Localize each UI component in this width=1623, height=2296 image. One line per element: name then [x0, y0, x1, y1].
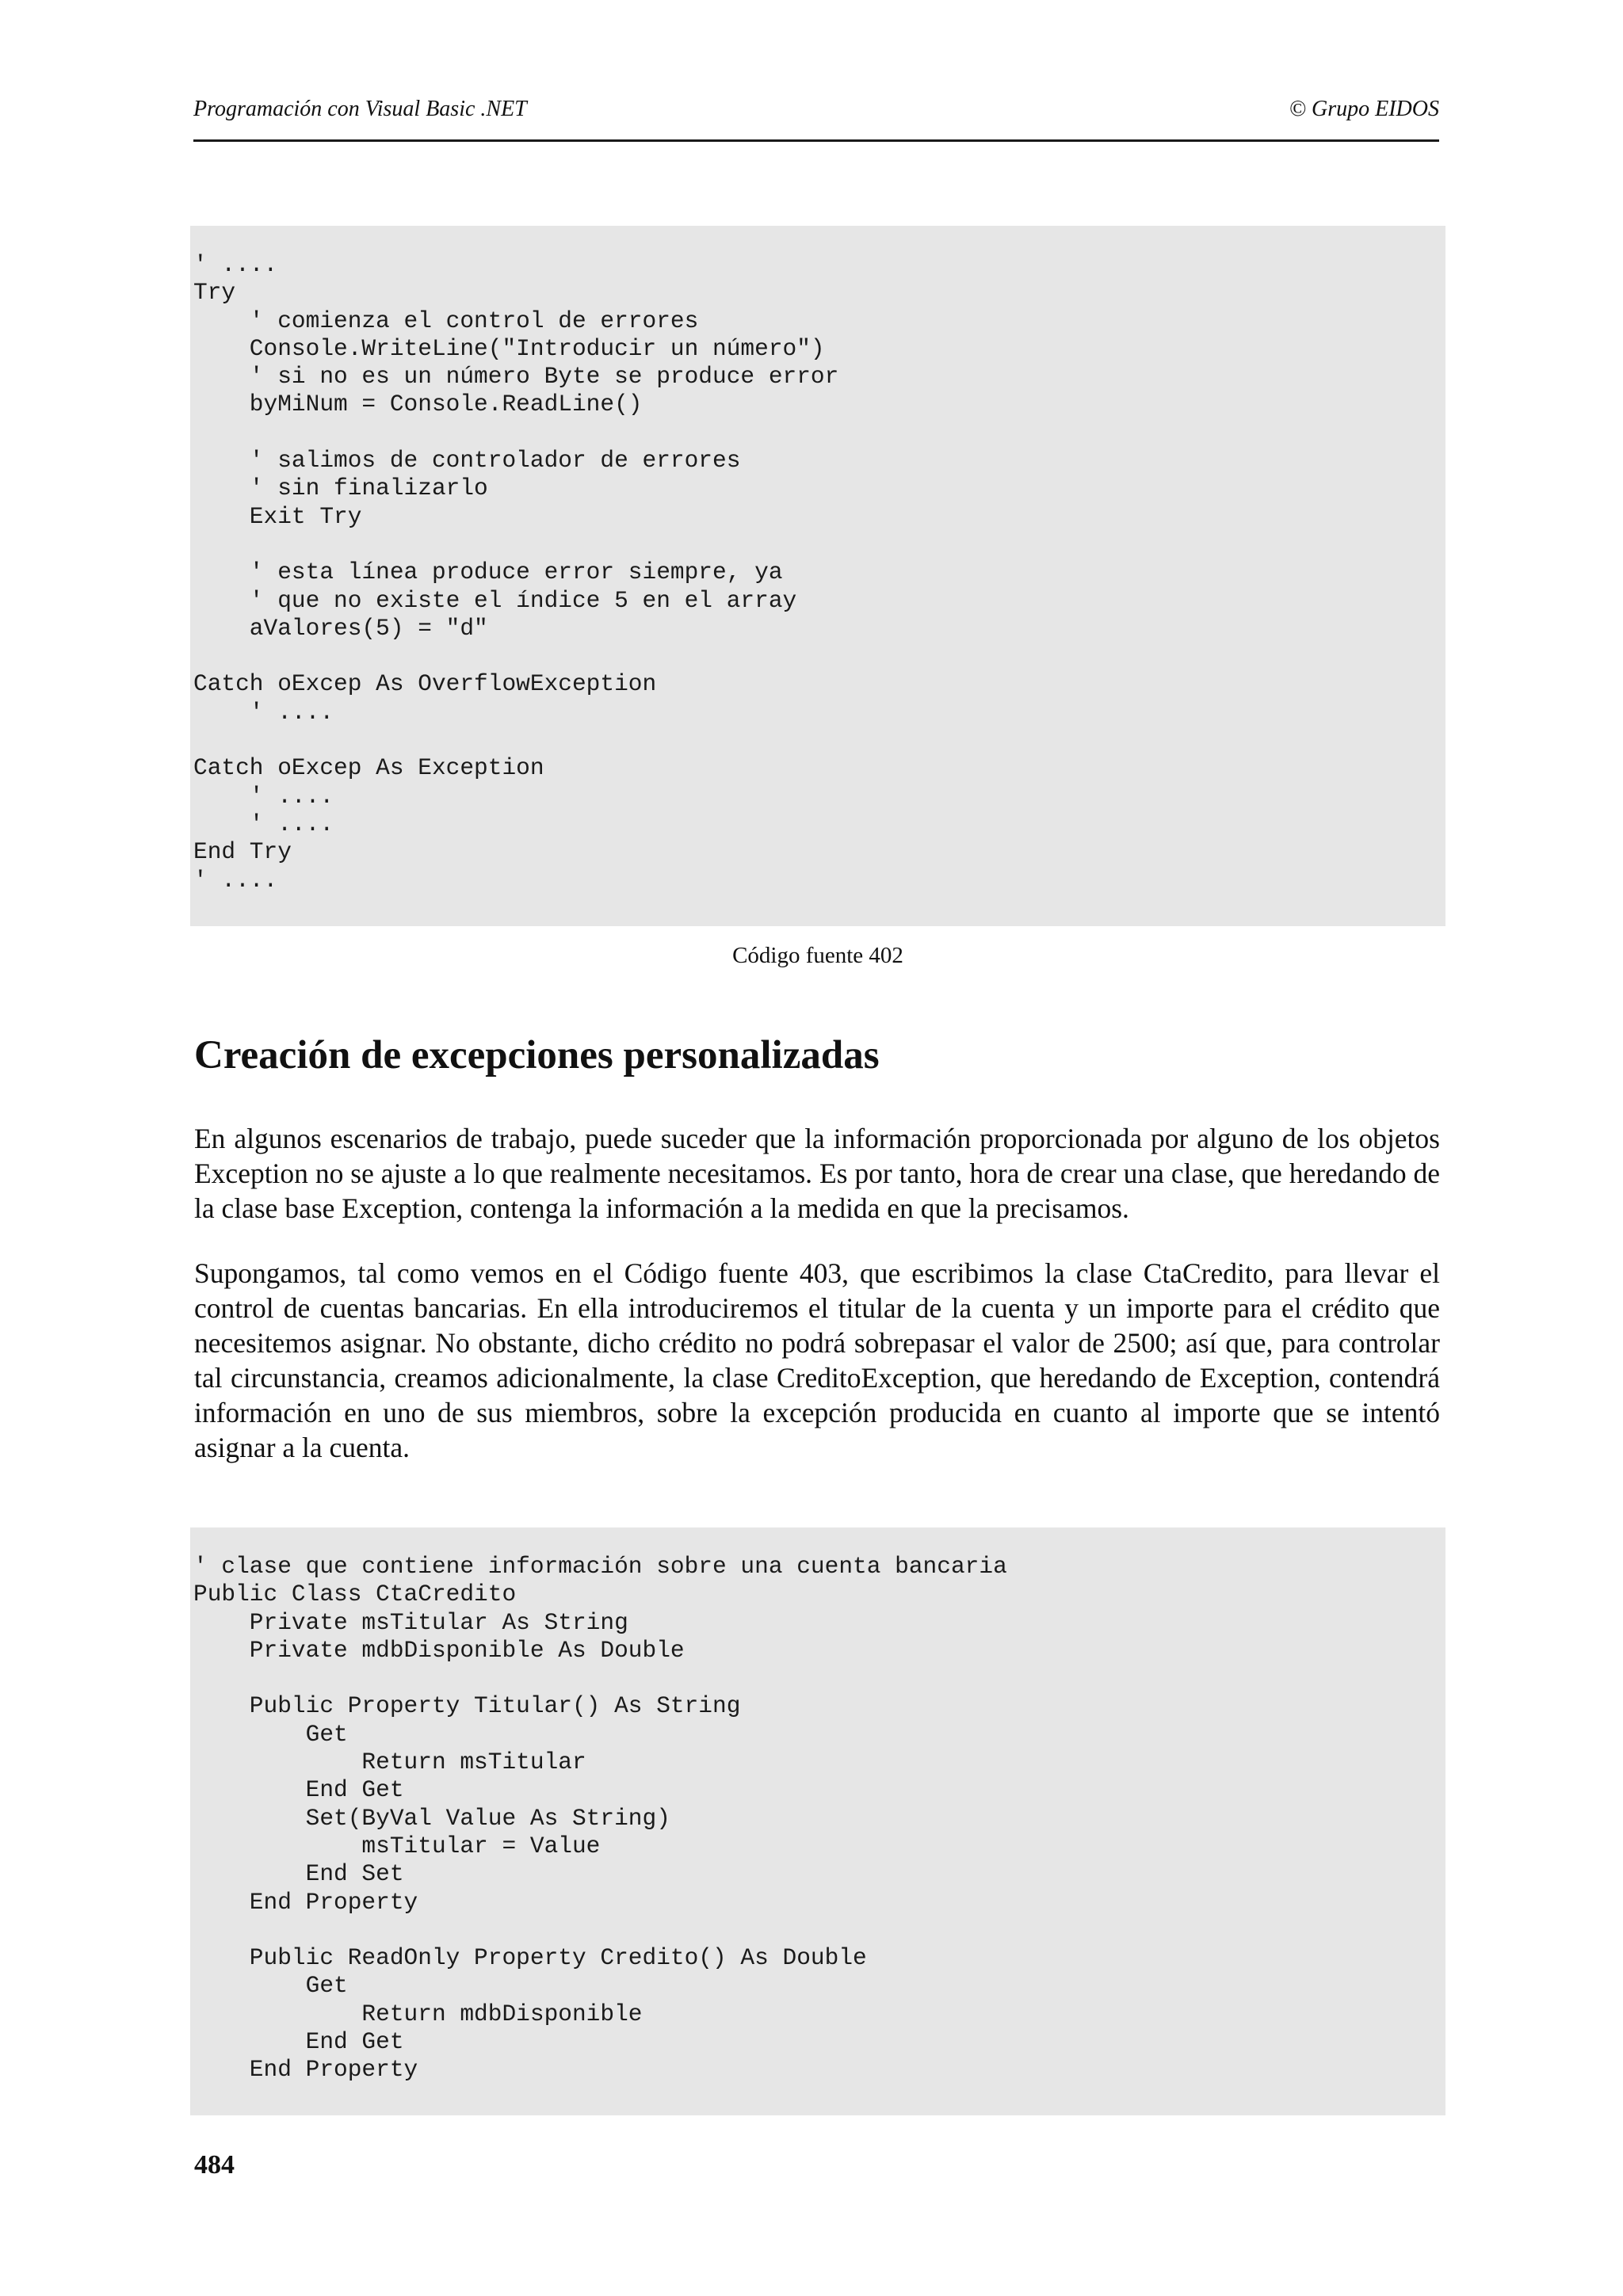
publisher-credit: © Grupo EIDOS — [1289, 97, 1439, 121]
book-title: Programación con Visual Basic .NET — [193, 97, 527, 121]
paragraph: En algunos escenarios de trabajo, puede suceder que la información proporcionada por alguno de los objetos Exception no se ajuste a lo que realmente necesitamos. Es por tanto, hora de crear una clase, que heredando de la clase base Exception, contenga la información a la medida en que la precisamos. — [194, 1123, 1440, 1224]
code-listing: ' .... Try ' comienza el control de errores Console.WriteLine("Introducir un número") ' si no es un número Byte se produce error byMiNum = Console.ReadLine() ' salimos de controlador de errores ' sin finalizarlo Exit Try ' esta línea produce error siempre, ya ' que no existe el índice 5 en el array aValores(5) = "d" Catch oExcep As OverflowException ' .... Catch oExcep As Exception ' .... ' .... End Try ' .... — [193, 251, 839, 894]
paragraph: Supongamos, tal como vemos en el Código fuente 403, que escribimos la clase CtaCredito, para llevar el control de cuentas bancarias. En ella introduciremos el titular de la cuenta y un importe para el crédito que necesitemos asignar. No obstante, dicho crédito no podrá sobrepasar el valor de 2500; así que, para controlar tal circunstancia, creamos adicionalmente, la clase CreditoException, que heredando de Exception, contendrá información en uno de sus miembros, sobre la excepción producida en cuanto al importe que se intentó asignar a la cuenta. — [194, 1257, 1440, 1463]
page-number: 484 — [194, 2150, 235, 2180]
code-block-402 — [190, 226, 1445, 926]
section-title: Creación de excepciones personalizadas — [194, 1033, 880, 1077]
code-caption: Código fuente 402 — [732, 943, 903, 968]
page-header — [193, 93, 1439, 142]
code-block-403 — [190, 1527, 1445, 2115]
code-listing: ' clase que contiene información sobre una cuenta bancaria Public Class CtaCredito Private msTitular As String Private mdbDisponible As Double Public Property Titular() As String Get Return msTitular End Get Set(ByVal Value As String) msTitular = Value End Set End Property Public ReadOnly Property Credito() As Double Get Return mdbDisponible End Get End Property — [193, 1553, 1007, 2084]
